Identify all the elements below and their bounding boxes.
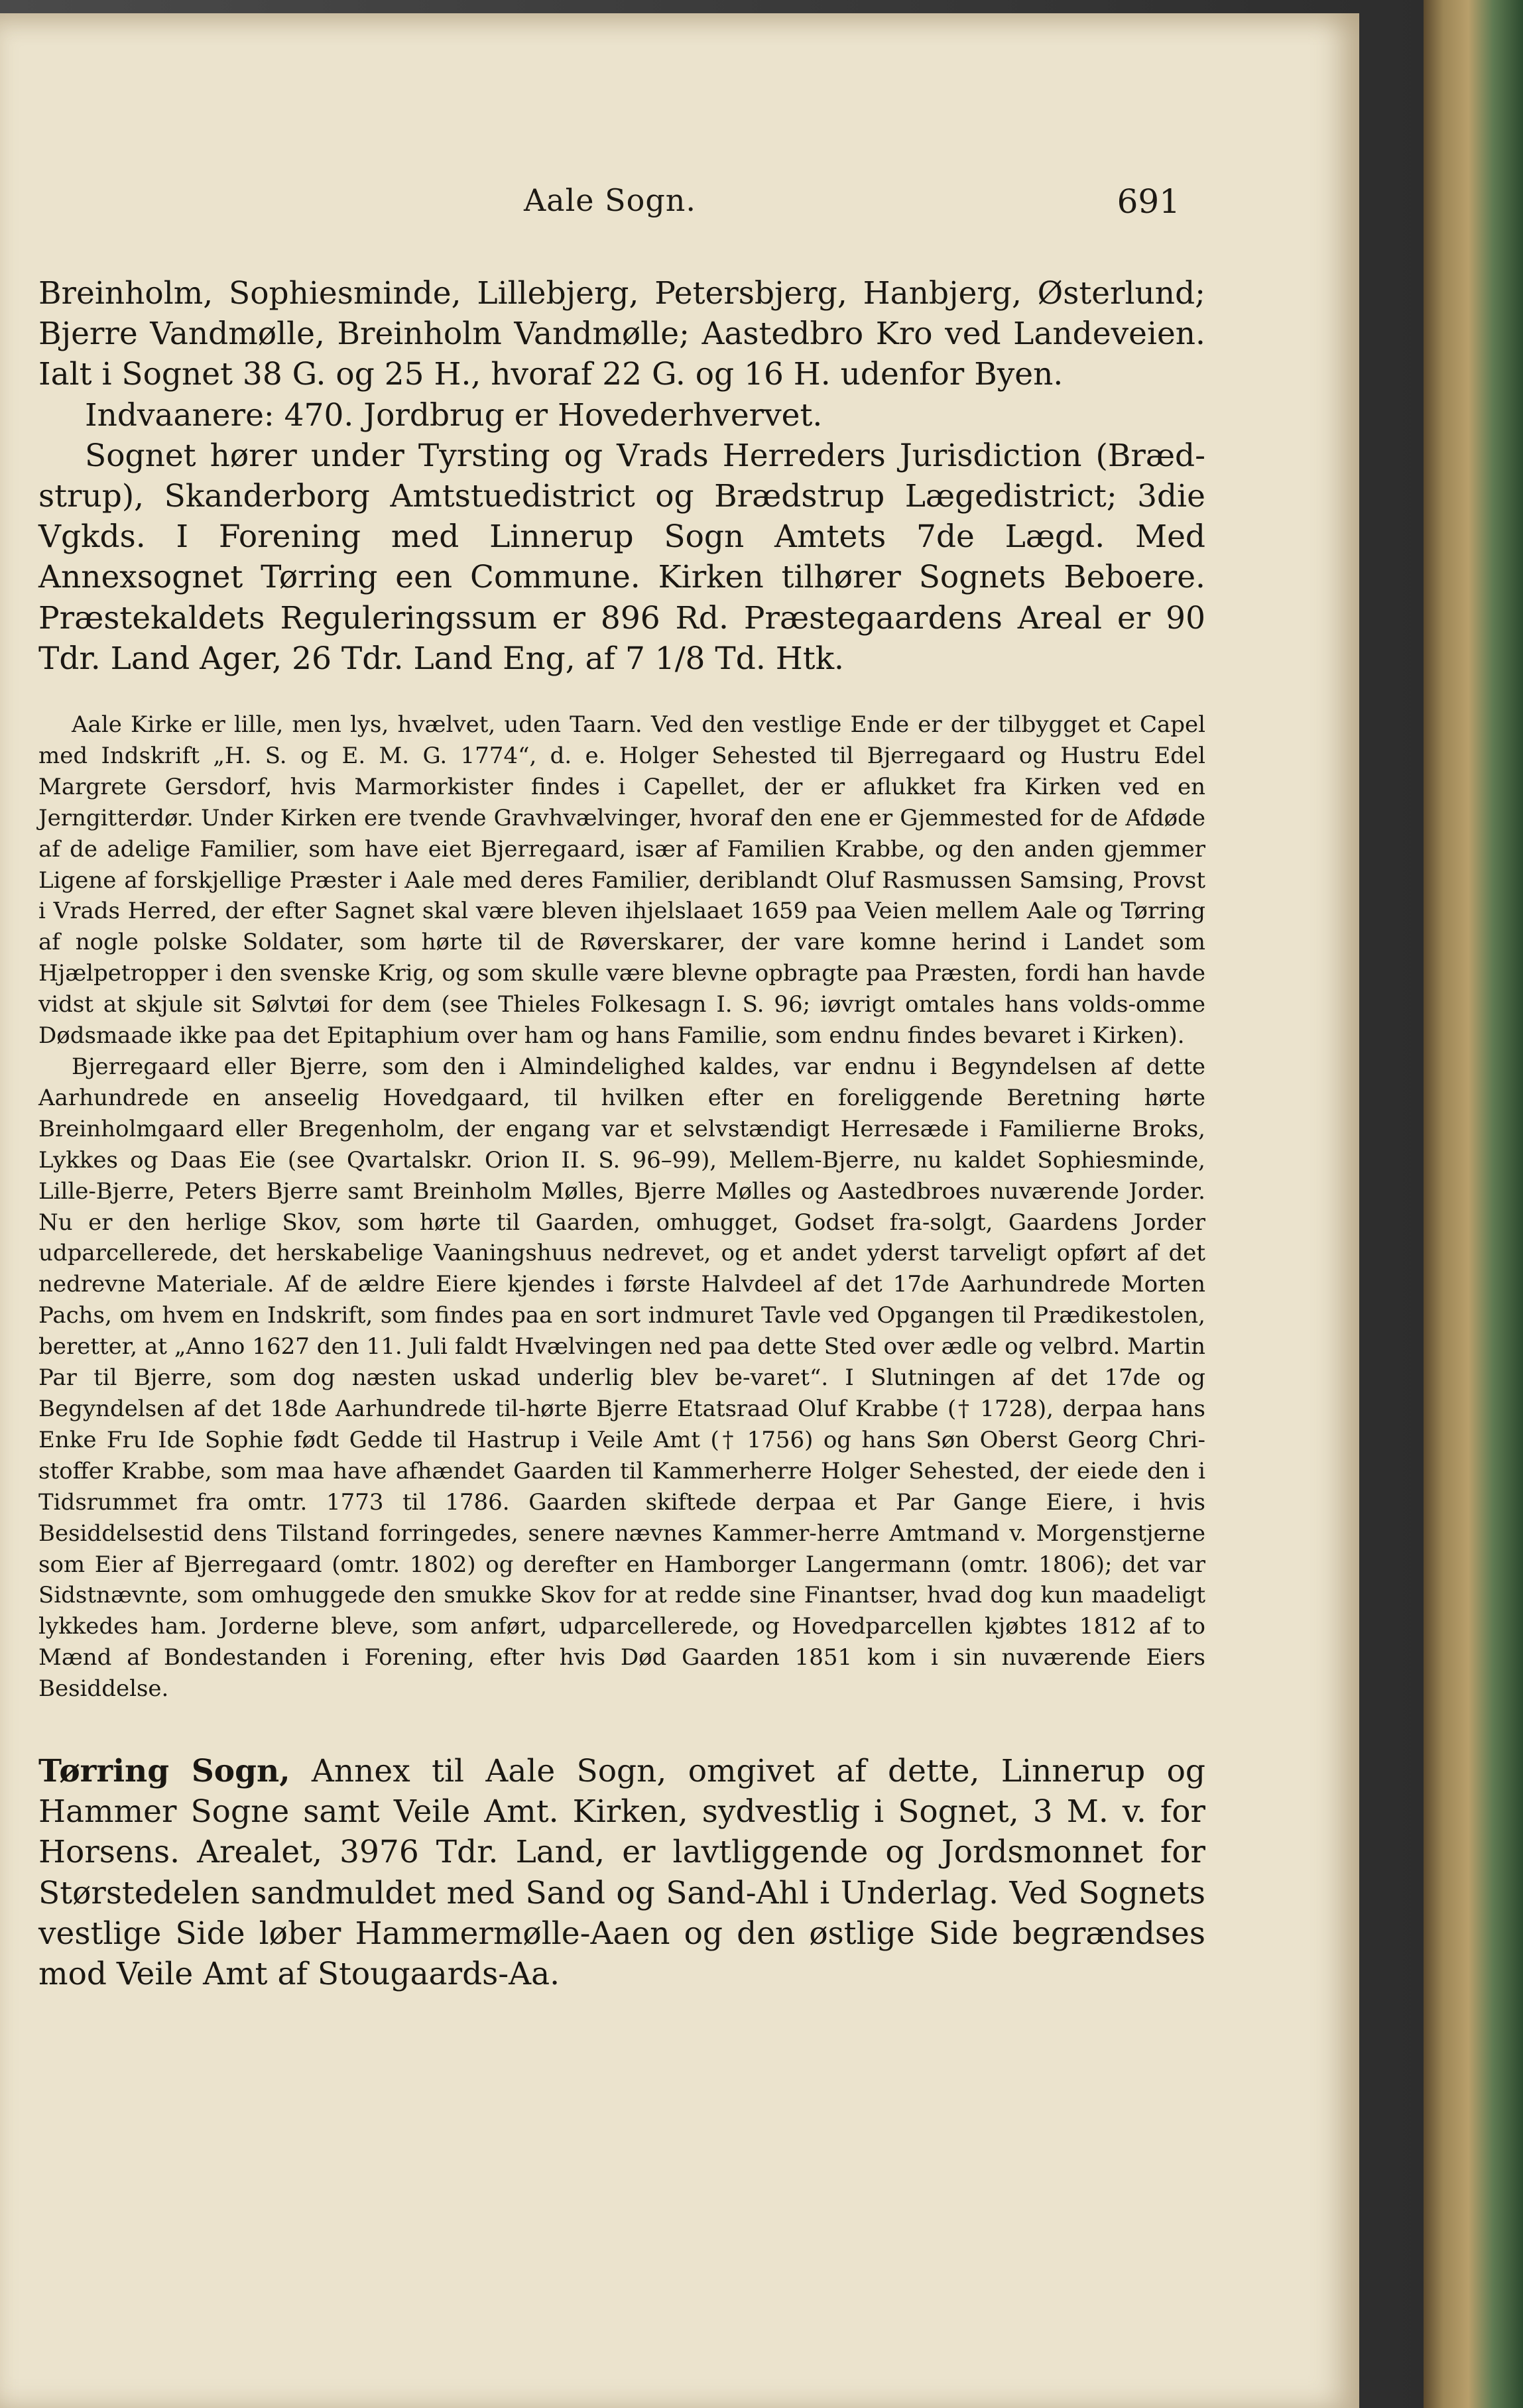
body-text [38, 273, 1205, 1994]
page-content [0, 13, 1359, 2408]
paragraph-population [38, 395, 1205, 436]
paragraph-church [38, 709, 1205, 1052]
paragraph-torring [38, 1751, 1205, 1994]
paragraph-bjerregaard [38, 1052, 1205, 1705]
paragraph-jurisdiction-text: Sognet hører under Tyrsting og Vrads Herreders Jurisdiction (Bræd-strup), Skanderborg Amtstuedistrict og Brædstrup Lægedistrict; 3die Vgkds. I Forening med Linnerup Sogn Amtets 7de Lægd. Med Annexsognet Tørring een Commune. Kirken tilhører Sognets Beboere. Præstekaldets Reguleringssum er 896 Rd. Præstegaardens Areal er 90 Tdr. Land Ager, 26 Tdr. Land Eng, af 7 1/8 Td. Htk. [38, 437, 1205, 677]
spacer [38, 679, 1205, 709]
paragraph-torring-text: Annex til Aale Sogn, omgivet af dette, Linnerup og Hammer Sogne samt Veile Amt. Kirken, sydvestlig i Sognet, 3 M. v. for Horsens. Arealet, 3976 Tdr. Land, er lavtliggende og Jordsmonnet for Størstedelen sandmuldet med Sand og Sand-Ahl i Underlag. Ved Sognets vestlige Side løber Hammermølle-Aaen og den østlige Side begrændses mod Veile Amt af Stougaards-Aa. [38, 1753, 1205, 1993]
section-heading-torring: Tørring Sogn, [38, 1753, 290, 1790]
paragraph-church-text: Aale Kirke er lille, men lys, hvælvet, uden Taarn. Ved den vestlige Ende er der tilbygget et Capel med Indskrift „H. S. og E. M. G. 1774“, d. e. Holger Sehested til Bjerregaard og Hustru Edel Margrete Gersdorf, hvis Marmorkister findes i Capellet, der er aflukket fra Kirken ved en Jerngitterdør. Under Kirken ere tvende Gravhvælvinger, hvoraf den ene er Gjemmested for de Afdøde af de adelige Familier, som have eiet Bjerregaard, især af Familien Krabbe, og den anden gjemmer Ligene af forskjellige Præster i Aale med deres Familier, deriblandt Oluf Rasmussen Samsing, Provst i Vrads Herred, der efter Sagnet skal være bleven ihjelslaaet 1659 paa Veien mellem Aale og Tørring af nogle polske Soldater, som hørte til de Røverskarer, der vare komne herind i Landet som Hjælpetropper i den svenske Krig, og som skulle være blevne opbragte paa Præsten, fordi han havde vidst at skjule sit Sølvtøi for dem (see Thieles Folkesagn I. S. 96; iøvrigt omtales hans volds-omme Dødsmaade ikke paa det Epitaphium over ham og hans Familie, som endnu findes bevaret i Kirken). [38, 711, 1205, 1050]
paragraph-bjerregaard-text: Bjerregaard eller Bjerre, som den i Almindelighed kaldes, var endnu i Begyndelsen af dette Aarhundrede en anseelig Hovedgaard, til hvilken efter en foreliggende Beretning hørte Breinholmgaard eller Bregenholm, der engang var et selvstændigt Herresæde i Familierne Broks, Lykkes og Daas Eie (see Qvartalskr. Orion II. S. 96–99), Mellem-Bjerre, nu kaldet Sophiesminde, Lille-Bjerre, Peters Bjerre samt Breinholm Mølles, Bjerre Mølles og Aastedbroes nuværende Jorder. Nu er den herlige Skov, som hørte til Gaarden, omhugget, Godset fra-solgt, Gaardens Jorder udparcellerede, det herskabelige Vaaningshuus nedrevet, og et andet yderst tarveligt opført af det nedrevne Materiale. Af de ældre Eiere kjendes i første Halvdeel af det 17de Aarhundrede Morten Pachs, om hvem en Indskrift, som findes paa en sort indmuret Tavle ved Opgangen til Prædikestolen, beretter, at „Anno 1627 den 11. Juli faldt Hvælvingen ned paa dette Sted over ædle og velbrd. Martin Par til Bjerre, som dog næsten uskad underlig blev be-varet“. I Slutningen af det 17de og Begyndelsen af det 18de Aarhundrede til-hørte Bjerre Etatsraad Oluf Krabbe († 1728), derpaa hans Enke Fru Ide Sophie født Gedde til Hastrup i Veile Amt († 1756) og hans Søn Oberst Georg Chri-stoffer Krabbe, som maa have afhændet Gaarden til Kammerherre Holger Sehested, der eiede den i Tidsrummet fra omtr. 1773 til 1786. Gaarden skiftede derpaa et Par Gange Eiere, i hvis Besiddelsestid dens Tilstand forringedes, senere nævnes Kammer-herre Amtmand v. Morgenstjerne som Eier af Bjerregaard (omtr. 1802) og derefter en Hamborger Langermann (omtr. 1806); det var Sidstnævnte, som omhuggede den smukke Skov for at redde sine Finantser, hvad dog kun maadeligt lykkedes ham. Jorderne bleve, som anført, udparcellerede, og Hovedparcellen kjøbtes 1812 af to Mænd af Bondestanden i Forening, efter hvis Død Gaarden 1851 kom i sin nuværende Eiers Besiddelse. [38, 1054, 1205, 1703]
book-cover-edge [1424, 0, 1523, 2408]
paragraph-farms: Breinholm, Sophiesminde, Lillebjerg, Petersbjerg, Hanbjerg, Østerlund; Bjerre Vandmølle, Breinholm Vandmølle; Aastedbro Kro ved Landeveien. Ialt i Sognet 38 G. og 25 H., hvoraf 22 G. og 16 H. udenfor Byen. [38, 275, 1205, 393]
page-number: 691 [1117, 182, 1180, 221]
paragraph-jurisdiction [38, 436, 1205, 679]
page [0, 13, 1359, 2408]
page-header [40, 182, 1180, 229]
running-title: Aale Sogn. [523, 182, 697, 218]
paragraph-population-text: Indvaanere: 470. Jordbrug er Hovederhvervet. [85, 396, 823, 434]
spacer [38, 1705, 1205, 1751]
